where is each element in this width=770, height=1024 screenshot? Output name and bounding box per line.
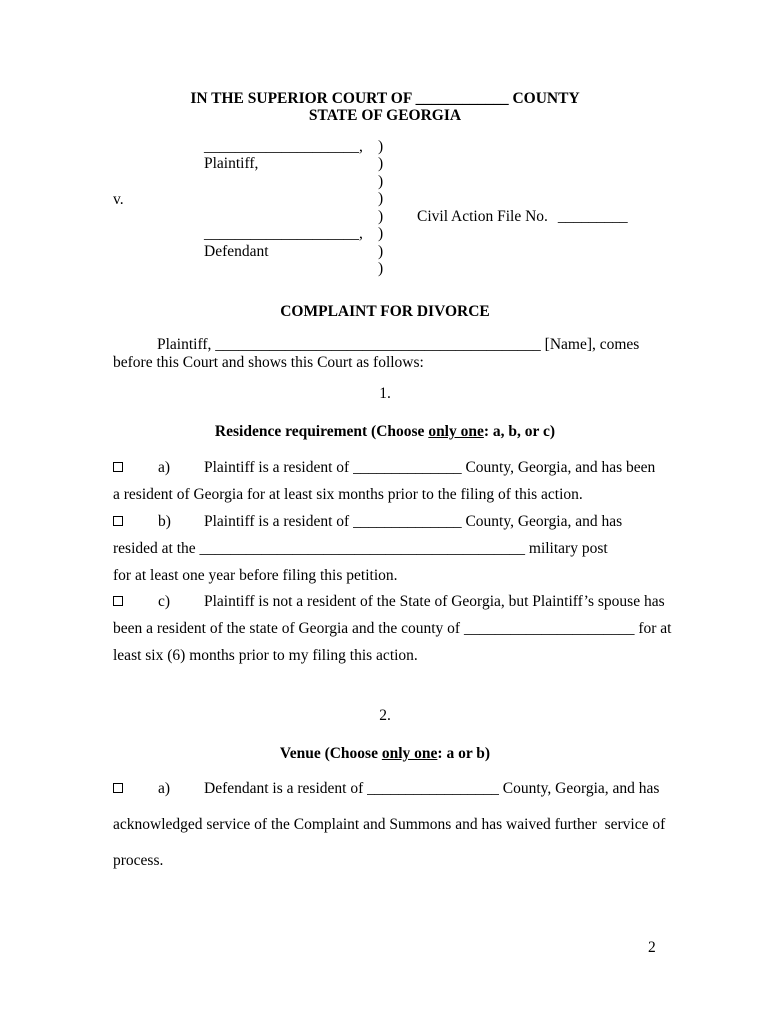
civil-action-label: Civil Action File No. [417,208,548,225]
residence-option-b-label: b) [158,513,171,530]
caption-paren: ) [378,225,384,242]
residence-c-line2-pre: been a resident of the state of Georgia and the county of [113,620,464,637]
heading-post: : a or b) [437,745,491,762]
venue-option-a-line2: acknowledged service of the Complaint and Summons and has waived further service of [113,816,666,833]
intro-line-1 [157,335,639,354]
residence-option-c-line1 [113,592,665,611]
caption-paren: ) [378,138,384,155]
section-1-number: 1. [379,385,391,402]
venue-a-text-post: County, Georgia, and has [498,780,660,797]
residence-a-text-post: County, Georgia, and has been [461,459,656,476]
residence-option-b-checkbox[interactable] [113,516,123,526]
venue-a-text-pre: Defendant is a resident of [204,780,368,797]
venue-option-a-label: a) [158,780,171,797]
residence-a-county-blank[interactable]: ______________ [353,459,462,476]
state-header-line: STATE OF GEORGIA [308,107,462,124]
caption-paren: ) [378,190,384,207]
intro-pre: Plaintiff, [157,336,216,353]
plaintiff-fullname-blank[interactable]: __________________________________________ [215,336,541,353]
residence-option-a-label: a) [158,459,171,476]
residence-option-b-line2 [113,539,608,558]
caption-paren: ) [378,243,384,260]
residence-option-a-line2: a resident of Georgia for at least six months prior to the filing of this action. [113,486,583,503]
plaintiff-label: Plaintiff, [204,155,259,172]
versus-label: v. [113,191,124,208]
court-header-pre: IN THE SUPERIOR COURT OF [190,90,416,107]
civil-action-file-no-blank[interactable]: _________ [557,208,628,225]
defendant-name-blank[interactable]: ____________________ [204,225,359,242]
venue-a-county-blank[interactable]: _________________ [367,780,499,797]
residence-c-county-blank[interactable]: ______________________ [463,620,635,637]
military-post-blank[interactable]: __________________________________________ [199,540,526,557]
residence-b-text-post: County, Georgia, and has [461,513,623,530]
court-header-post: COUNTY [508,90,580,107]
caption-paren: ) [378,208,384,225]
heading-pre: Residence requirement (Choose [214,423,429,440]
residence-a-text-pre: Plaintiff is a resident of [204,459,354,476]
heading-only-one: only one [428,423,484,440]
comma: , [359,225,363,242]
defendant-label: Defendant [204,243,269,260]
section-2-number: 2. [379,707,391,724]
residence-option-b-line3: for at least one year before filing this petition. [113,567,398,584]
residence-b-line2-post: military post [525,540,608,557]
residence-b-text-pre: Plaintiff is a resident of [204,513,354,530]
section-1-heading [0,422,770,441]
checkbox-cell [113,458,158,477]
checkbox-cell [113,779,158,798]
residence-c-text: Plaintiff is not a resident of the State of Georgia, but Plaintiff’s spouse has [204,593,665,610]
residence-option-c-checkbox[interactable] [113,596,123,606]
caption-paren: ) [378,173,384,190]
intro-line-2: before this Court and shows this Court as follows: [113,354,424,371]
caption-paren: ) [378,260,384,277]
venue-option-a-line1 [113,779,659,798]
document-title: COMPLAINT FOR DIVORCE [280,303,490,320]
residence-c-line2-post: for at [634,620,672,637]
residence-b-line2-pre: resided at the [113,540,200,557]
residence-option-c-label: c) [158,593,171,610]
checkbox-cell [113,512,158,531]
checkbox-cell [113,592,158,611]
heading-only-one: only one [381,745,438,762]
residence-option-a-checkbox[interactable] [113,462,123,472]
county-name-blank[interactable]: ____________ [415,90,509,107]
section-2-heading [0,744,770,763]
intro-post: [Name], comes [540,336,640,353]
venue-option-a-line3: process. [113,852,164,869]
residence-option-b-line1 [113,512,622,531]
page-number: 2 [648,939,656,956]
residence-option-a-line1 [113,458,655,477]
residence-option-c-line2 [113,619,671,638]
plaintiff-name-blank[interactable]: ____________________ [204,138,359,155]
civil-action-line [417,207,628,226]
caption-defendant-name-line [204,224,363,243]
venue-option-a-checkbox[interactable] [113,783,123,793]
comma: , [359,138,363,155]
caption-paren: ) [378,155,384,172]
residence-option-c-line3: least six (6) months prior to my filing this action. [113,647,418,664]
heading-pre: Venue (Choose [279,745,382,762]
residence-b-county-blank[interactable]: ______________ [353,513,462,530]
heading-post: : a, b, or c) [483,423,556,440]
